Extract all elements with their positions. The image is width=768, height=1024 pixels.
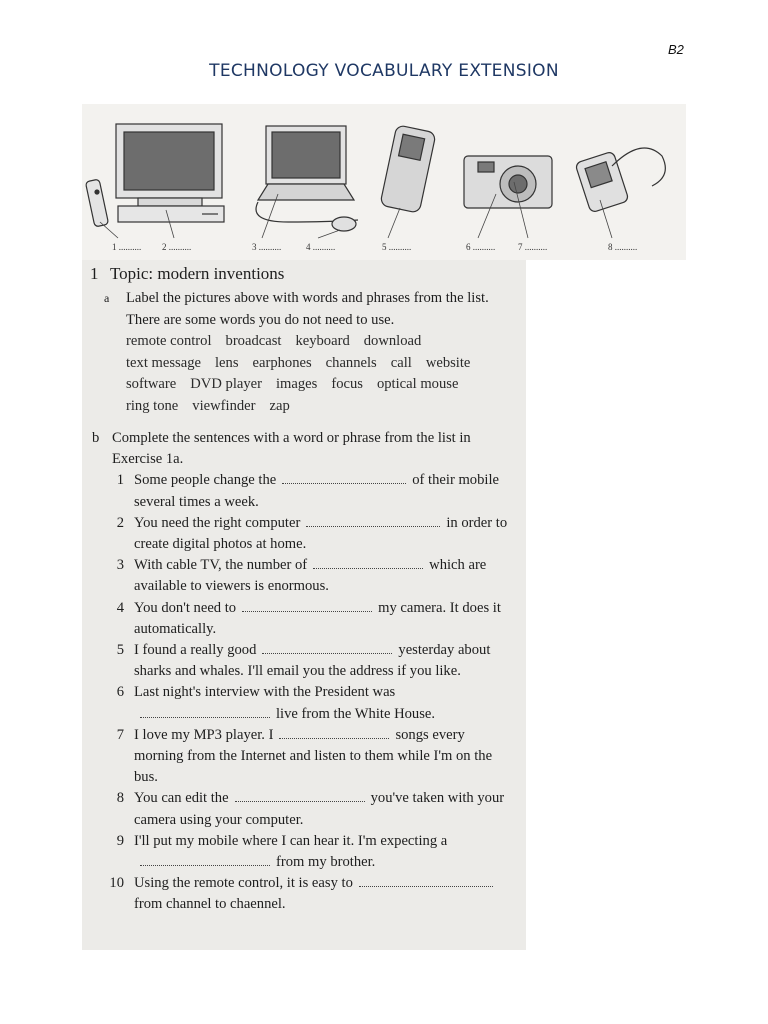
answer-blank[interactable] xyxy=(279,726,389,739)
word-list-item: images xyxy=(275,376,318,392)
sentence-item xyxy=(90,513,512,555)
sentence-text-after: my camera. It does it automatically. xyxy=(134,599,501,637)
sentence-item xyxy=(90,640,512,682)
sentence-number: 7 xyxy=(116,726,124,743)
sentence-text-before: I love my MP3 player. I xyxy=(134,726,274,743)
sentence-text-before: Using the remote control, it is easy to xyxy=(134,875,353,892)
part-b-letter: b xyxy=(92,430,100,446)
picture-label-7: 7 .......... xyxy=(518,242,548,252)
picture-label-4: 4 .......... xyxy=(306,242,336,252)
part-a-letter: a xyxy=(104,291,110,305)
exercise-topic: Topic: modern inventions xyxy=(109,264,285,283)
word-list-item: remote control xyxy=(126,333,212,349)
word-list-item: ring tone xyxy=(126,397,179,414)
word-list-item: earphones xyxy=(252,354,312,371)
sentence-text-after: live from the White House. xyxy=(276,705,436,722)
answer-blank[interactable] xyxy=(313,556,423,569)
word-list-item: download xyxy=(363,333,422,349)
word-list-item: keyboard xyxy=(295,333,350,349)
mobile-phone-picture xyxy=(380,125,436,214)
picture-label-6: 6 .......... xyxy=(466,242,496,252)
answer-blank[interactable] xyxy=(242,599,372,612)
sentence-item xyxy=(90,873,512,915)
sentence-item xyxy=(90,831,512,873)
inventions-pictures xyxy=(82,104,686,260)
word-list-item: focus xyxy=(331,376,363,392)
word-list-item: software xyxy=(126,376,177,392)
part-b xyxy=(90,428,512,916)
word-list-item: DVD player xyxy=(190,376,262,392)
part-a-instruction: Label the pictures above with words and phrases from the list. There are some words you do not need to use. xyxy=(126,290,489,328)
sentence-number: 1 xyxy=(116,472,124,489)
sentence-number: 3 xyxy=(116,557,124,574)
level-label: B2 xyxy=(668,42,684,57)
sentence-number: 5 xyxy=(116,642,124,659)
sentence-text-before: I'll put my mobile where I can hear it. I'm expecting a xyxy=(134,832,448,849)
sentence-text-before: Last night's interview with the President was xyxy=(134,684,396,701)
sentence-item xyxy=(90,682,512,724)
word-list-item: call xyxy=(390,354,412,371)
sentence-item xyxy=(90,555,512,597)
sentence-text-before: With cable TV, the number of xyxy=(134,557,308,574)
picture-label-3: 3 .......... xyxy=(252,242,282,252)
sentence-text-after: in order to create digital photos at home. xyxy=(134,514,508,553)
part-a xyxy=(104,288,508,417)
word-list-item: broadcast xyxy=(225,333,282,349)
sentence-number: 4 xyxy=(116,599,124,616)
sentence-text-after: of their mobile several times a week. xyxy=(134,472,499,510)
sentence-text-before: Some people change the xyxy=(134,472,277,489)
remote-control-picture xyxy=(85,179,108,227)
answer-blank[interactable] xyxy=(282,471,406,484)
sentence-item xyxy=(90,788,512,830)
word-list-item: viewfinder xyxy=(192,397,256,414)
camera-picture xyxy=(464,156,552,208)
sentence-text-after: from channel to chaennel. xyxy=(134,896,286,913)
sentence-text-after: yesterday about sharks and whales. I'll email you the address if you like. xyxy=(134,642,491,680)
exercise-number: 1 xyxy=(90,264,99,283)
sentence-text-before: You need the right computer xyxy=(134,514,301,531)
word-list-item: lens xyxy=(214,354,239,371)
sentence-text-after: which are available to viewers is enormous. xyxy=(134,557,487,595)
sentence-text-before: I found a really good xyxy=(134,642,257,659)
sentence-item xyxy=(90,598,512,640)
picture-label-1: 1 .......... xyxy=(112,242,142,252)
laptop-picture xyxy=(256,126,358,231)
word-list-item: website xyxy=(425,354,471,371)
word-list-item: text message xyxy=(126,354,201,371)
sentence-text-after: you've taken with your camera using your computer. xyxy=(134,790,505,828)
sentence-list xyxy=(90,470,512,915)
answer-blank[interactable] xyxy=(306,514,440,527)
answer-blank[interactable] xyxy=(140,705,270,718)
sentence-item xyxy=(90,470,512,512)
sentence-number: 9 xyxy=(116,832,124,849)
sentence-number: 8 xyxy=(116,790,124,807)
word-list xyxy=(126,331,508,417)
answer-blank[interactable] xyxy=(235,789,365,802)
mp3-player-picture xyxy=(575,148,665,213)
answer-blank[interactable] xyxy=(359,874,493,887)
answer-blank[interactable] xyxy=(140,853,270,866)
sentence-item xyxy=(90,725,512,789)
sentence-number: 6 xyxy=(116,684,124,701)
page-title: TECHNOLOGY VOCABULARY EXTENSION xyxy=(209,61,559,81)
sentence-number: 2 xyxy=(116,514,124,531)
picture-label-2: 2 .......... xyxy=(162,242,192,252)
part-b-instruction: Complete the sentences with a word or phrase from the list in Exercise 1a. xyxy=(112,430,471,468)
word-list-item: optical mouse xyxy=(376,376,459,392)
picture-label-5: 5 .......... xyxy=(382,242,412,252)
picture-label-8: 8 .......... xyxy=(608,242,638,252)
tv-dvd-picture xyxy=(116,124,224,222)
answer-blank[interactable] xyxy=(262,641,392,654)
word-list-item: channels xyxy=(325,354,377,371)
sentence-text-before: You can edit the xyxy=(134,790,229,807)
sentence-text-before: You don't need to xyxy=(134,599,237,616)
word-list-item: zap xyxy=(269,397,290,414)
sentence-text-after: songs every morning from the Internet and listen to them while I'm on the bus. xyxy=(134,726,493,786)
sentence-number: 10 xyxy=(109,875,124,892)
sentence-text-after: from my brother. xyxy=(276,854,376,871)
exercise-heading xyxy=(90,264,284,284)
